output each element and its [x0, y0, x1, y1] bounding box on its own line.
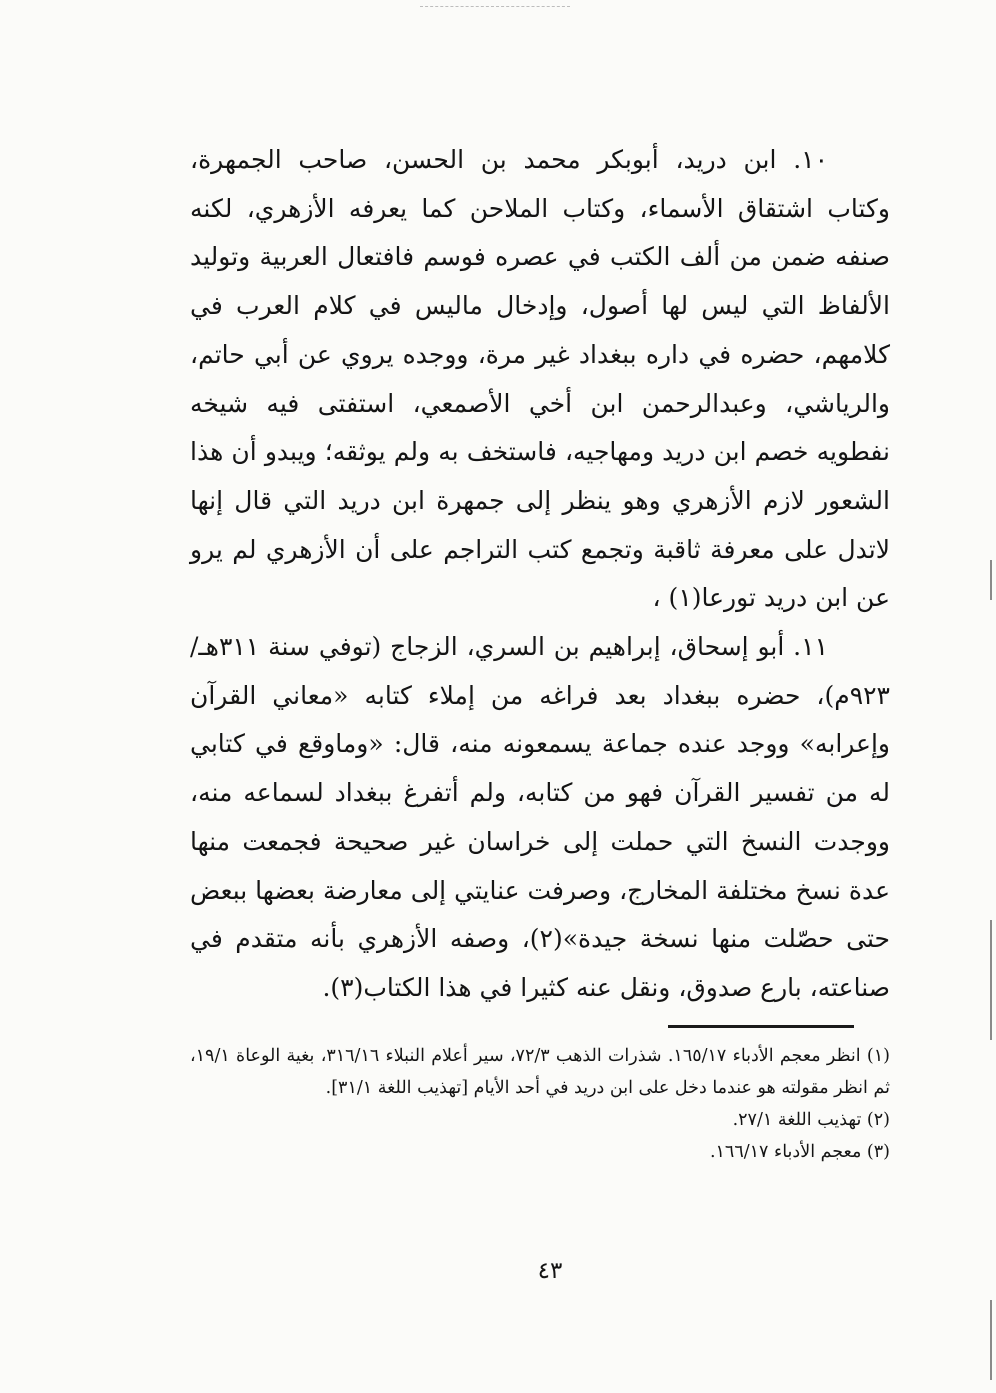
scan-edge-line	[990, 1300, 992, 1380]
page-number: ٤٣	[537, 1258, 563, 1284]
main-text	[190, 136, 890, 1013]
scan-edge-line	[990, 920, 992, 1040]
footnote-1: (١) انظر معجم الأدباء ١٦٥/١٧. شذرات الذهب ٧٢/٣، سير أعلام النبلاء ٣١٦/١٦، بغية الوعاة ١٩/١، ثم انظر مقولته هو عندما دخل على ابن دريد في أحد الأيام [تهذيب اللغة ٣١/١].	[190, 1046, 890, 1098]
paragraph-ibn-durayd: ١٠. ابن دريد، أبوبكر محمد بن الحسن، صاحب الجمهرة، وكتاب اشتقاق الأسماء، وكتاب الملاحن كما يعرفه الأزهري، لكنه صنفه ضمن من ألف الكتب في عصره فوسم فافتعال العربية وتوليد الألفاظ التي ليس لها أصول، وإدخال ماليس في كلام العرب في كلامهم، حضره في داره ببغداد غير مرة، ووجده يروي عن أبي حاتم، والرياشي، وعبدالرحمن ابن أخي الأصمعي، استفتى فيه شيخه نفطويه خصم ابن دريد ومهاجيه، فاستخف به ولم يوثقه؛ ويبدو أن هذا الشعور لازم الأزهري وهو ينظر إلى جمهرة ابن دريد التي قال إنها لاتدل على معرفة ثاقبة وتجمع كتب التراجم على أن الأزهري لم يرو عن ابن دريد تورعا(١) ،	[190, 145, 890, 613]
scan-edge-line	[990, 560, 992, 600]
footnote-3: (٣) معجم الأدباء ١٦٦/١٧.	[709, 1142, 890, 1162]
top-scan-mark	[420, 6, 570, 7]
footnotes	[190, 1040, 890, 1168]
footnote-separator	[668, 1025, 854, 1028]
paragraph-al-zajjaj: ١١. أبو إسحاق، إبراهيم بن السري، الزجاج (توفي سنة ٣١١هـ/٩٢٣م)، حضره ببغداد بعد فراغه من إملاء كتابه «معاني القرآن وإعرابه» ووجد عنده جماعة يسمعونه منه، قال: «وماوقع في كتابي له من تفسير القرآن فهو من كتابه، ولم أتفرغ ببغداد لسماعه منه، ووجدت النسخ التي حملت إلى خراسان غير صحيحة فجمعت منها عدة نسخ مختلفة المخارج، وصرفت عنايتي إلى معارضة بعضها ببعض حتى حصّلت منها نسخة جيدة»(٢)، وصفه الأزهري بأنه متقدم في صناعته، بارع صدوق، ونقل عنه كثيرا في هذا الكتاب(٣).	[190, 632, 890, 1002]
footnote-2: (٢) تهذيب اللغة ٢٧/١.	[732, 1110, 890, 1130]
